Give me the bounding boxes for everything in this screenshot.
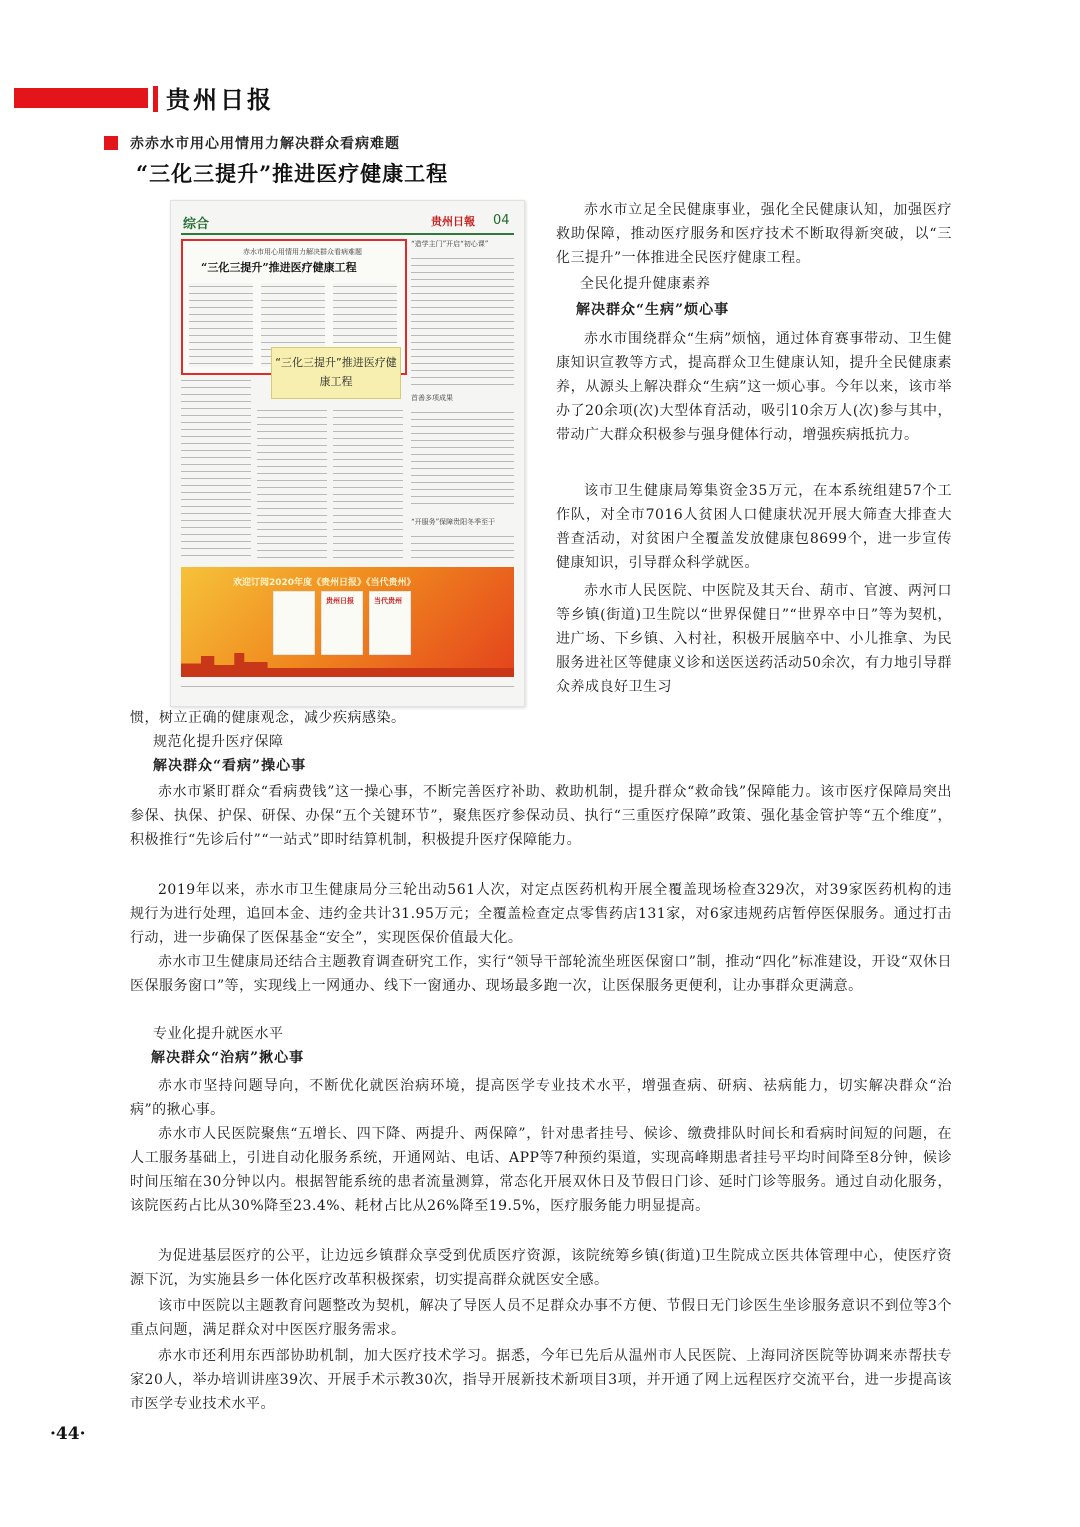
- clipping-text-block: [411, 409, 514, 509]
- section-3-paragraph: 该市中医院以主题教育问题整改为契机，解决了导医人员不足群众办事不方便、节假日无门诊医生坐诊服务意识不到位等3个重点问题，满足群众对中医医疗服务需求。: [130, 1298, 952, 1338]
- clipping-text-block: [333, 283, 397, 343]
- section-3-paragraph: 赤水市人民医院聚焦“五增长、四下降、两提升、两保障”，针对患者挂号、候诊、缴费排队时间长和看病时间短的问题，在人工服务基础上，引进自动化服务系统，开通网站、电话、APP等7种预约渠道，实现高峰期患者挂号平均时间降至8分钟，候诊时间压缩在30分钟以内。根据智能系统的患者流量测算，常态化开展双休日及节假日门诊、延时门诊等服务。通过自动化服务，该院医药占比从30%降至23.4%、耗材占比从26%降至19.5%，医疗服务能力明显提高。: [130, 1126, 952, 1214]
- section-2-subtitle: 规范化提升医疗保障: [153, 734, 284, 750]
- section-3-paragraph: 赤水市坚持问题导向，不断优化就医治病环境，提高医学专业技术水平，增强查病、研病、祛病能力，切实解决群众“治病”的揪心事。: [130, 1078, 952, 1118]
- clipping-text-block: [411, 533, 514, 561]
- newspaper-clipping-image: [170, 200, 525, 707]
- clipping-page-number: 04: [493, 213, 510, 228]
- article-kicker: 赤赤水市用心用情用力解决群众看病难题: [130, 136, 400, 152]
- clipping-section-label: 综合: [183, 217, 210, 232]
- ad-logo: 贵州日报: [326, 596, 354, 605]
- ad-title: 欢迎订阅2020年度《贵州日报》《当代贵州》: [233, 578, 416, 588]
- clipping-logo: 贵州日報: [431, 215, 475, 228]
- ad-magazine-thumbnail: [369, 591, 411, 655]
- callout-line-2: 康工程: [319, 375, 353, 388]
- clipping-side-title: 首善多项成果: [411, 394, 453, 402]
- clipping-text-block: [411, 255, 514, 385]
- clipping-side-title: “造学主门”开启“初心课”: [411, 240, 489, 248]
- section-1-paragraph: 该市卫生健康局筹集资金35万元，在本系统组建57个工作队，对全市7016人贫困人口健康状况开展大筛查大排查大普查活动，对贫困户全覆盖发放健康包8699个，进一步宣传健康知识，引导群众科学就医。: [556, 483, 952, 571]
- section-2-paragraph: 赤水市紧盯群众“看病费钱”这一操心事，不断完善医疗补助、救助机制，提升群众“救命钱”保障能力。该市医疗保障局突出参保、执保、护保、研保、办保“五个关键环节”，聚焦医疗参保动员、执行“三重医疗保障”政策、强化基金管护等“五个维度”，积极推行“先诊后付”“一站式”即时结算机制，积极提升医疗保障能力。: [130, 784, 952, 848]
- clipping-text-block: [333, 407, 403, 559]
- page-number: ·44·: [50, 1424, 86, 1444]
- section-3-subtitle: 专业化提升就医水平: [153, 1026, 284, 1042]
- section-3-heading: 解决群众“治病”揪心事: [151, 1050, 305, 1066]
- clipping-side-column: [411, 239, 514, 561]
- clipping-callout-label: [271, 347, 401, 399]
- clipping-text-block: [189, 283, 253, 367]
- ad-newspaper-thumbnail: [321, 591, 363, 655]
- masthead-title: 贵州日报: [166, 86, 274, 114]
- ad-newspaper-thumbnail: [273, 591, 315, 655]
- ad-logo: 当代贵州: [374, 596, 402, 605]
- section-1-paragraph: 赤水市人民医院、中医院及其天台、葫市、官渡、两河口等乡镇(街道)卫生院以“世界保健日”“世界卒中日”等为契机，进广场、下乡镇、入村社，积极开展脑卒中、小儿推拿、为民服务进社区等健康义诊和送医送药活动50余次，有力地引导群众养成良好卫生习: [556, 583, 952, 695]
- callout-line-1: “三化三提升”推进医疗健: [275, 356, 397, 369]
- clipping-side-title: “开服务”保障贵阳冬季至于: [411, 518, 496, 526]
- kicker-marker-icon: [104, 136, 118, 150]
- section-2-paragraph: 2019年以来，赤水市卫生健康局分三轮出动561人次，对定点医药机构开展全覆盖现场检查329次，对39家医药机构的违规行为进行处理，追回本金、违约金共计31.95万元；全覆盖检查定点零售药店131家，对6家违规药店暂停医保服务。通过打击行动，进一步确保了医保基金“安全”，实现医保价值最大化。: [130, 882, 952, 946]
- section-2-paragraph: 赤水市卫生健康局还结合主题教育调查研究工作，实行“领导干部轮流坐班医保窗口”制，推动“四化”标准建设，开设“双休日医保服务窗口”等，实现线上一网通办、线下一窗通办、现场最多跑一次，让医保服务更便利，让办事群众更满意。: [130, 954, 952, 994]
- article-headline: “三化三提升”推进医疗健康工程: [136, 161, 449, 186]
- clipping-box-kicker: 赤水市用心用情用力解决群众看病难题: [243, 248, 362, 256]
- clipping-footer-line: [181, 683, 514, 691]
- clipping-text-block: [257, 407, 327, 559]
- section-1-continuation: 惯，树立正确的健康观念，减少疾病感染。: [130, 710, 406, 726]
- clipping-header: [181, 211, 514, 235]
- section-3-paragraph: 为促进基层医疗的公平，让边远乡镇群众享受到优质医疗资源，该院统筹乡镇(街道)卫生院成立医共体管理中心，使医疗资源下沉，为实施县乡一体化医疗改革积极探索，切实提高群众就医安全感。: [130, 1248, 952, 1288]
- section-1-subtitle: 全民化提升健康素养: [580, 276, 711, 292]
- clipping-box-headline: “三化三提升”推进医疗健康工程: [201, 261, 357, 274]
- section-1-heading: 解决群众“生病”烦心事: [576, 302, 730, 318]
- clipping-text-block: [181, 377, 251, 559]
- section-2-heading: 解决群众“看病”操心事: [153, 758, 307, 774]
- clipping-subscription-ad: [181, 567, 514, 677]
- masthead-red-bar: [14, 88, 148, 108]
- section-3-paragraph: 赤水市还利用东西部协助机制，加大医疗技术学习。据悉，今年已先后从温州市人民医院、上海同济医院等协调来赤帮扶专家20人，举办培训讲座39次、开展手术示教30次，指导开展新技术新项目3项，并开通了网上远程医疗交流平台，进一步提高该市医学专业技术水平。: [130, 1348, 952, 1412]
- intro-paragraph: 赤水市立足全民健康事业，强化全民健康认知，加强医疗救助保障，推动医疗服务和医疗技术不断取得新突破，以“三化三提升”一体推进全民医疗健康工程。: [556, 202, 952, 266]
- section-1-paragraph: 赤水市围绕群众“生病”烦恼，通过体育赛事带动、卫生健康知识宣教等方式，提高群众卫生健康认知，提升全民健康素养，从源头上解决群众“生病”这一烦心事。今年以来，该市举办了20余项(次)大型体育活动，吸引10余万人(次)参与其中，带动广大群众积极参与强身健体行动，增强疾病抵抗力。: [556, 331, 952, 443]
- masthead-separator: [153, 86, 158, 112]
